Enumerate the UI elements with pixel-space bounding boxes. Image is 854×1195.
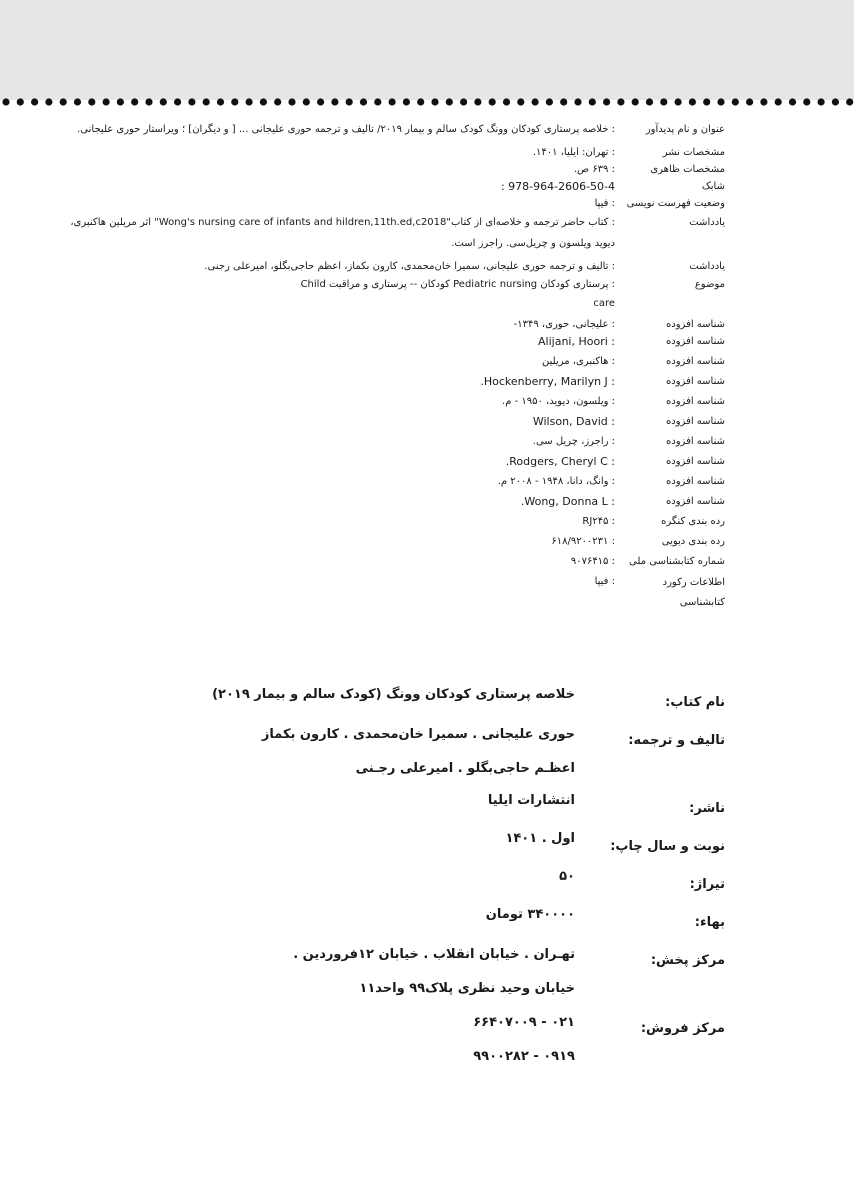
cip-row — [60, 258, 725, 275]
divider-dot — [117, 98, 124, 105]
divider-dot — [74, 98, 81, 105]
divider-dot — [675, 98, 682, 105]
divider-dot — [775, 98, 782, 105]
cip-value: : ۶۳۹ ص. — [573, 164, 615, 175]
distribution-value — [140, 938, 575, 1006]
cip-row — [60, 453, 725, 470]
divider-dot — [145, 98, 152, 105]
divider-dot — [803, 98, 810, 105]
cip-row — [60, 195, 725, 212]
divider-dot — [689, 98, 696, 105]
divider-dot — [17, 98, 24, 105]
cip-label: شناسه افزوده — [666, 496, 725, 507]
divider-dot — [760, 98, 767, 105]
divider-dot — [603, 98, 610, 105]
cip-value: : وانگ، دانا، ۱۹۴۸ - ۲۰۰۸ م. — [497, 476, 615, 487]
divider-dot — [703, 98, 710, 105]
cip-label: مشخصات ظاهری — [650, 164, 725, 175]
cip-row — [60, 413, 725, 430]
distribution-line-2: خیابان وحید نظری پلاک۹۹ واحد۱۱ — [359, 981, 575, 996]
divider-dot — [503, 98, 510, 105]
author-line-2: اعظـم حاجی‌بگلو . امیرعلی رجـنی — [355, 761, 575, 776]
print-run-text: ۵۰ — [559, 869, 575, 884]
divider-dot — [489, 98, 496, 105]
cip-row — [60, 493, 725, 510]
info-row-print-run — [140, 862, 725, 900]
cip-label: شابک — [701, 181, 725, 192]
divider-dot — [331, 98, 338, 105]
divider-dot — [246, 98, 253, 105]
cip-label: موضوع — [694, 279, 725, 290]
cip-value: 978-964-2606-50-4 : — [500, 180, 615, 193]
divider-dot — [560, 98, 567, 105]
divider-dot — [532, 98, 539, 105]
cip-row — [60, 433, 725, 450]
divider-dot — [131, 98, 138, 105]
divider-dot — [717, 98, 724, 105]
cip-row — [60, 473, 725, 490]
divider-dot — [403, 98, 410, 105]
publisher-label: ناشر: — [689, 801, 725, 816]
sales-label: مرکز فروش: — [640, 1021, 725, 1036]
cip-value: : Hockenberry, Marilyn J. — [480, 375, 615, 388]
cip-value: : پرستاری کودکان Pediatric nursing کودکان -- پرستاری و مراقبت Child care — [300, 279, 615, 309]
divider-dot — [632, 98, 639, 105]
cip-row — [60, 533, 725, 550]
cip-value: : کتاب حاضر ترجمه و خلاصه‌ای از کتاب"Wong's nursing care of infants and hildren,11th.ed,c2018" اثر مریلین هاکنبری، دیوید ویلسون و چریل‌سی. راجرز است. — [70, 217, 615, 249]
divider-dot — [88, 98, 95, 105]
cip-value: : ۶۱۸/۹۲۰۰۲۳۱ — [551, 536, 615, 547]
cip-row — [60, 161, 725, 178]
edition-value — [140, 824, 575, 854]
distribution-line-1: تهـران . خیابان انقلاب . خیابان ۱۲فروردین . — [293, 947, 575, 962]
divider-dot — [446, 98, 453, 105]
cip-label: شناسه افزوده — [666, 396, 725, 407]
cip-value: : ویلسون، دیوید، ۱۹۵۰ - م. — [502, 396, 615, 407]
divider-dot — [574, 98, 581, 105]
divider-dot — [217, 98, 224, 105]
divider-dot — [389, 98, 396, 105]
divider-dot — [317, 98, 324, 105]
cip-value: : فیپا — [594, 576, 615, 587]
divider-dot — [460, 98, 467, 105]
divider-dot — [818, 98, 825, 105]
cip-value: : ۹۰۷۶۴۱۵ — [570, 556, 615, 567]
book-info — [140, 680, 725, 1074]
cip-label: رده بندی کنگره — [661, 516, 725, 527]
cip-value: : Rodgers, Cheryl C. — [505, 455, 615, 468]
divider-dot — [103, 98, 110, 105]
divider-dot — [288, 98, 295, 105]
divider-dot — [346, 98, 353, 105]
info-row-sales — [140, 1006, 725, 1074]
header-band — [0, 0, 854, 100]
cip-label: شناسه افزوده — [666, 319, 725, 330]
divider-dot — [746, 98, 753, 105]
print-run-value — [140, 862, 575, 892]
dotted-divider — [0, 96, 854, 108]
print-run-label: تیراژ: — [689, 877, 725, 892]
divider-dot — [832, 98, 839, 105]
divider-dot — [660, 98, 667, 105]
cip-value: : تهران: ایلیا، ۱۴۰۱. — [532, 147, 615, 158]
author-label: تالیف و ترجمه: — [628, 733, 725, 748]
cip-value: : Wilson, David — [532, 415, 615, 428]
cip-row — [60, 144, 725, 161]
divider-dot — [617, 98, 624, 105]
edition-label: نوبت و سال چاپ: — [610, 839, 725, 854]
cip-row — [60, 573, 725, 613]
publisher-value — [140, 786, 575, 816]
cip-label: شماره کتابشناسی ملی — [629, 556, 725, 567]
divider-dot — [646, 98, 653, 105]
cip-record — [60, 118, 725, 613]
sales-line-2: ۰۹۱۹ - ۹۹۰۰۲۸۲ — [473, 1049, 575, 1064]
title-value — [140, 680, 575, 710]
cip-value: : هاکنبری، مریلین — [541, 356, 615, 367]
cip-label: شناسه افزوده — [666, 436, 725, 447]
cip-row — [60, 178, 725, 195]
author-line-1: حوری علیجانی . سمیرا خان‌محمدی . کارون بکماز — [261, 727, 575, 742]
cip-row — [60, 333, 725, 350]
divider-dot — [546, 98, 553, 105]
divider-dot — [589, 98, 596, 105]
divider-dot — [160, 98, 167, 105]
price-label: بهاء: — [694, 915, 725, 930]
info-row-author — [140, 718, 725, 786]
edition-text: اول . ۱۴۰۱ — [505, 831, 575, 846]
cip-value: : خلاصه پرستاری کودکان وونگ کودک سالم و بیمار ۲۰۱۹/ تالیف و ترجمه حوری علیجانی ... [ و دیگران] ؛ ویراستار حوری علیجانی. — [77, 124, 615, 135]
divider-dot — [517, 98, 524, 105]
info-row-distribution — [140, 938, 725, 1006]
cip-row — [60, 316, 725, 333]
publisher-text: انتشارات ایلیا — [487, 793, 575, 808]
cip-label: یادداشت — [689, 261, 725, 272]
price-value — [140, 900, 575, 930]
title-label: نام کتاب: — [665, 695, 725, 710]
divider-dot — [303, 98, 310, 105]
cip-value: : Alijani, Hoori — [538, 335, 615, 348]
cip-value: : فیپا — [594, 198, 615, 209]
cip-label: عنوان و نام پدیدآور — [645, 124, 725, 135]
divider-dot — [31, 98, 38, 105]
info-row-publisher — [140, 786, 725, 824]
divider-dot — [360, 98, 367, 105]
author-value — [140, 718, 575, 786]
divider-dot — [789, 98, 796, 105]
cip-row — [60, 212, 725, 254]
cip-label: یادداشت — [689, 217, 725, 228]
divider-dot — [417, 98, 424, 105]
distribution-label: مرکز پخش: — [650, 953, 725, 968]
cip-label: رده بندی دیویی — [661, 536, 725, 547]
cip-row — [60, 275, 725, 313]
cip-label: وضعیت فهرست نویسی — [626, 198, 725, 209]
divider-dot — [2, 98, 9, 105]
cip-label: شناسه افزوده — [666, 356, 725, 367]
sales-value — [140, 1006, 575, 1074]
cip-row — [60, 393, 725, 410]
info-row-price — [140, 900, 725, 938]
divider-dot — [203, 98, 210, 105]
cip-label: شناسه افزوده — [666, 336, 725, 347]
divider-dot — [45, 98, 52, 105]
cip-label: شناسه افزوده — [666, 456, 725, 467]
divider-dot — [260, 98, 267, 105]
cip-row — [60, 121, 725, 138]
divider-dot — [174, 98, 181, 105]
cip-value: : RJ۲۴۵ — [582, 516, 615, 527]
info-row-edition — [140, 824, 725, 862]
cip-row — [60, 553, 725, 570]
price-text: ۳۴۰۰۰۰ تومان — [485, 907, 575, 922]
cip-label: شناسه افزوده — [666, 376, 725, 387]
sales-line-1: ۰۲۱ - ۶۶۴۰۷۰۰۹ — [473, 1015, 575, 1030]
cip-label: شناسه افزوده — [666, 476, 725, 487]
divider-dot — [231, 98, 238, 105]
cip-label: اطلاعات رکورد کتابشناسی — [662, 577, 725, 608]
divider-dot — [732, 98, 739, 105]
divider-dot — [374, 98, 381, 105]
cip-value: : Wong, Donna L. — [520, 495, 615, 508]
divider-dot — [60, 98, 67, 105]
info-row-title — [140, 680, 725, 718]
cip-label: شناسه افزوده — [666, 416, 725, 427]
divider-dot — [274, 98, 281, 105]
cip-value: : علیجانی، حوری، ۱۳۴۹- — [513, 319, 615, 330]
divider-dot — [431, 98, 438, 105]
cip-row — [60, 513, 725, 530]
cip-row — [60, 373, 725, 390]
divider-dot — [188, 98, 195, 105]
divider-dot — [846, 98, 853, 105]
cip-value: : تالیف و ترجمه حوری علیجانی، سمیرا خان‌محمدی، کارون بکماز، اعظم حاجی‌بگلو، امیرعلی رجنی. — [204, 261, 615, 272]
cip-row — [60, 353, 725, 370]
cip-value: : راجرز، چریل سی. — [532, 436, 615, 447]
title-text: خلاصه پرستاری کودکان وونگ (کودک سالم و بیمار ۲۰۱۹) — [212, 687, 575, 702]
cip-label: مشخصات نشر — [662, 147, 725, 158]
divider-dot — [474, 98, 481, 105]
